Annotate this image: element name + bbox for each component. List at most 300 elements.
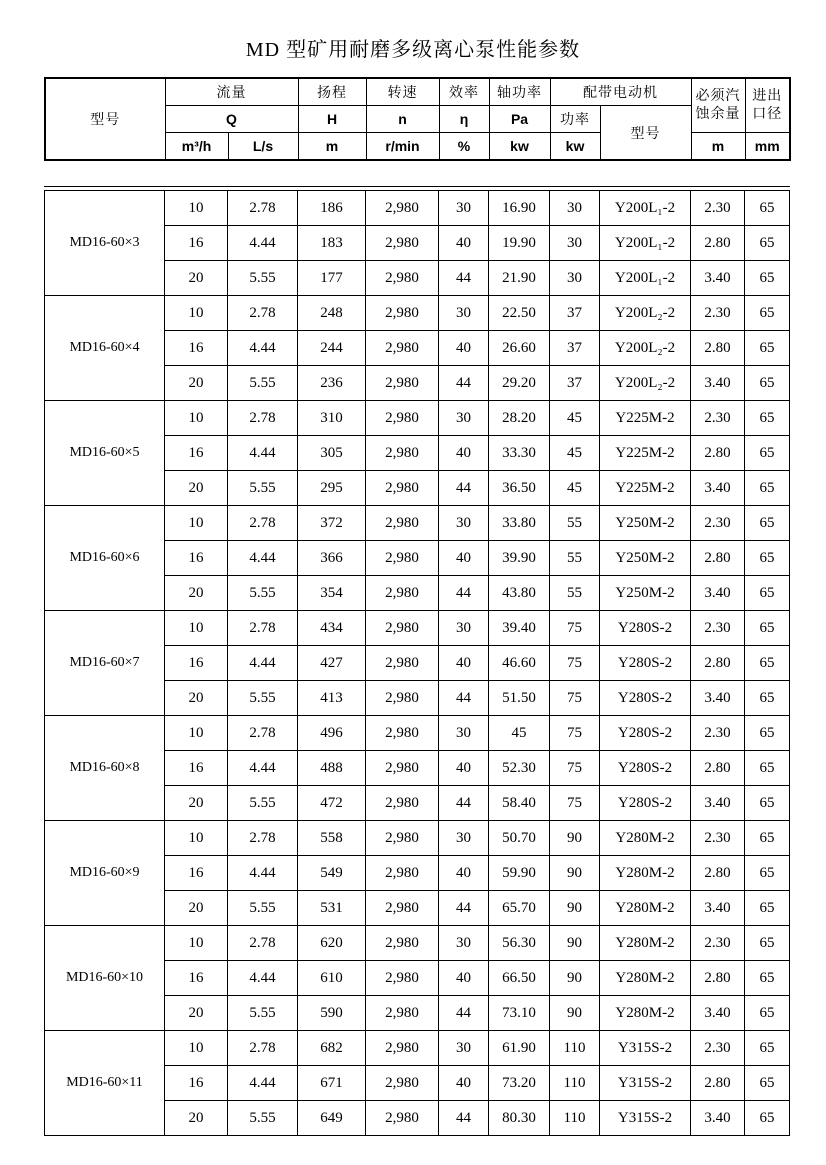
data-cell: 2,980 xyxy=(366,786,439,821)
data-table-wrapper xyxy=(44,186,790,1136)
data-cell: 90 xyxy=(550,996,600,1031)
data-cell: 65 xyxy=(745,611,790,646)
data-cell: 3.40 xyxy=(691,471,745,506)
port-unit: mm xyxy=(745,133,790,161)
data-cell: 65 xyxy=(745,541,790,576)
data-cell: 434 xyxy=(298,611,366,646)
data-cell: 2.30 xyxy=(691,506,745,541)
data-cell: 310 xyxy=(298,401,366,436)
data-cell: Y200L₁-2 xyxy=(600,226,691,261)
data-cell: 2,980 xyxy=(366,926,439,961)
data-cell: Y315S-2 xyxy=(600,1031,691,1066)
data-cell: 65 xyxy=(745,786,790,821)
data-cell: Y280S-2 xyxy=(600,611,691,646)
data-cell: 5.55 xyxy=(228,366,298,401)
data-cell: 3.40 xyxy=(691,366,745,401)
data-cell: 2.78 xyxy=(228,401,298,436)
data-cell: 2.78 xyxy=(228,1031,298,1066)
data-cell: 2,980 xyxy=(366,1066,439,1101)
data-cell: 2,980 xyxy=(366,751,439,786)
speed-unit: r/min xyxy=(366,133,439,161)
data-cell: 4.44 xyxy=(228,646,298,681)
pump-model-cell: MD16-60×6 xyxy=(45,506,165,611)
data-cell: 65 xyxy=(745,331,790,366)
data-cell: 3.40 xyxy=(691,996,745,1031)
col-header-port xyxy=(745,78,790,133)
data-cell: 28.20 xyxy=(489,401,550,436)
data-cell: 2.80 xyxy=(691,226,745,261)
data-cell: 4.44 xyxy=(228,1066,298,1101)
data-cell: 44 xyxy=(439,471,489,506)
data-cell: 2.80 xyxy=(691,751,745,786)
pump-model-cell: MD16-60×3 xyxy=(45,191,165,296)
data-cell: 65 xyxy=(745,821,790,856)
data-cell: 56.30 xyxy=(489,926,550,961)
data-cell: 44 xyxy=(439,891,489,926)
data-cell: 2,980 xyxy=(366,261,439,296)
data-cell: 90 xyxy=(550,926,600,961)
data-cell: 5.55 xyxy=(228,471,298,506)
data-cell: 90 xyxy=(550,821,600,856)
flow-unit-ls: L/s xyxy=(228,133,298,161)
data-cell: 16.90 xyxy=(489,191,550,226)
data-cell: 10 xyxy=(165,506,228,541)
data-cell: 46.60 xyxy=(489,646,550,681)
port-label-line1: 进出 xyxy=(752,88,783,104)
table-row xyxy=(45,821,790,856)
data-cell: 472 xyxy=(298,786,366,821)
data-cell: 2.80 xyxy=(691,646,745,681)
data-cell: 2.80 xyxy=(691,541,745,576)
data-cell: 2.78 xyxy=(228,821,298,856)
data-cell: Y200L₁-2 xyxy=(600,191,691,226)
data-cell: 30 xyxy=(439,191,489,226)
data-cell: 65 xyxy=(745,856,790,891)
data-cell: 610 xyxy=(298,961,366,996)
data-cell: 39.40 xyxy=(489,611,550,646)
data-cell: 682 xyxy=(298,1031,366,1066)
data-cell: 2,980 xyxy=(366,996,439,1031)
data-cell: 5.55 xyxy=(228,786,298,821)
data-cell: Y280M-2 xyxy=(600,961,691,996)
data-cell: 649 xyxy=(298,1101,366,1136)
pump-model-cell: MD16-60×10 xyxy=(45,926,165,1031)
data-cell: Y250M-2 xyxy=(600,541,691,576)
data-cell: Y200L₂-2 xyxy=(600,296,691,331)
data-cell: 22.50 xyxy=(489,296,550,331)
data-cell: 40 xyxy=(439,961,489,996)
data-cell: 2,980 xyxy=(366,646,439,681)
data-cell: 3.40 xyxy=(691,261,745,296)
data-cell: 55 xyxy=(550,576,600,611)
data-cell: 110 xyxy=(550,1101,600,1136)
data-cell: 10 xyxy=(165,296,228,331)
data-cell: Y280M-2 xyxy=(600,856,691,891)
data-cell: 30 xyxy=(550,261,600,296)
data-cell: 43.80 xyxy=(489,576,550,611)
data-cell: 55 xyxy=(550,506,600,541)
data-cell: 65 xyxy=(745,506,790,541)
data-cell: Y280S-2 xyxy=(600,751,691,786)
data-cell: 10 xyxy=(165,1031,228,1066)
data-cell: Y200L₂-2 xyxy=(600,366,691,401)
data-cell: Y315S-2 xyxy=(600,1101,691,1136)
data-cell: 2,980 xyxy=(366,401,439,436)
data-cell: 20 xyxy=(165,261,228,296)
data-cell: 30 xyxy=(439,926,489,961)
data-cell: 4.44 xyxy=(228,436,298,471)
data-cell: 2.30 xyxy=(691,611,745,646)
data-cell: 2.30 xyxy=(691,821,745,856)
data-cell: 65 xyxy=(745,191,790,226)
data-cell: 30 xyxy=(439,296,489,331)
data-cell: 2.30 xyxy=(691,191,745,226)
data-cell: 75 xyxy=(550,646,600,681)
data-cell: 16 xyxy=(165,226,228,261)
data-cell: 65 xyxy=(745,436,790,471)
data-cell: 21.90 xyxy=(489,261,550,296)
data-cell: 30 xyxy=(439,1031,489,1066)
data-cell: 5.55 xyxy=(228,576,298,611)
data-cell: 37 xyxy=(550,331,600,366)
data-cell: 2,980 xyxy=(366,226,439,261)
data-cell: 44 xyxy=(439,366,489,401)
pump-model-cell: MD16-60×9 xyxy=(45,821,165,926)
data-cell: 4.44 xyxy=(228,541,298,576)
data-cell: 590 xyxy=(298,996,366,1031)
data-cell: 2,980 xyxy=(366,1101,439,1136)
data-cell: 20 xyxy=(165,996,228,1031)
data-cell: 4.44 xyxy=(228,961,298,996)
data-cell: 80.30 xyxy=(489,1101,550,1136)
data-cell: 65 xyxy=(745,1101,790,1136)
data-cell: 19.90 xyxy=(489,226,550,261)
data-cell: 66.50 xyxy=(489,961,550,996)
data-cell: 4.44 xyxy=(228,331,298,366)
data-cell: 33.80 xyxy=(489,506,550,541)
data-cell: 2,980 xyxy=(366,366,439,401)
data-cell: 366 xyxy=(298,541,366,576)
data-cell: 427 xyxy=(298,646,366,681)
col-header-npsh xyxy=(691,78,745,133)
pump-model-cell: MD16-60×5 xyxy=(45,401,165,506)
data-cell: 65 xyxy=(745,401,790,436)
data-cell: 10 xyxy=(165,821,228,856)
port-label-line2: 口径 xyxy=(752,106,783,122)
data-cell: 65 xyxy=(745,961,790,996)
data-cell: 30 xyxy=(439,611,489,646)
table-row xyxy=(45,296,790,331)
data-cell: 50.70 xyxy=(489,821,550,856)
data-cell: 65 xyxy=(745,681,790,716)
data-cell: 20 xyxy=(165,1101,228,1136)
data-cell: 16 xyxy=(165,436,228,471)
data-cell: 4.44 xyxy=(228,751,298,786)
data-cell: 40 xyxy=(439,541,489,576)
data-cell: 2.30 xyxy=(691,296,745,331)
data-cell: 2,980 xyxy=(366,891,439,926)
data-cell: 2,980 xyxy=(366,191,439,226)
data-cell: 2.80 xyxy=(691,856,745,891)
data-cell: 2.78 xyxy=(228,191,298,226)
flow-symbol: Q xyxy=(165,106,298,133)
pump-model-cell: MD16-60×4 xyxy=(45,296,165,401)
data-cell: 20 xyxy=(165,786,228,821)
npsh-label-line2: 蚀余量 xyxy=(695,106,741,122)
data-cell: 73.20 xyxy=(489,1066,550,1101)
data-cell: 30 xyxy=(550,226,600,261)
data-cell: 65 xyxy=(745,926,790,961)
data-cell: 4.44 xyxy=(228,856,298,891)
data-cell: 2,980 xyxy=(366,961,439,996)
data-cell: 2.78 xyxy=(228,611,298,646)
data-cell: 248 xyxy=(298,296,366,331)
data-cell: 37 xyxy=(550,296,600,331)
data-cell: 44 xyxy=(439,261,489,296)
data-cell: 16 xyxy=(165,751,228,786)
data-cell: 40 xyxy=(439,436,489,471)
col-header-speed: 转速 xyxy=(366,78,439,106)
data-cell: 16 xyxy=(165,961,228,996)
data-cell: 30 xyxy=(439,401,489,436)
data-cell: 45 xyxy=(550,471,600,506)
data-cell: 65 xyxy=(745,1031,790,1066)
data-cell: 2,980 xyxy=(366,296,439,331)
data-cell: 16 xyxy=(165,856,228,891)
data-cell: 16 xyxy=(165,331,228,366)
efficiency-unit: % xyxy=(439,133,489,161)
data-cell: 16 xyxy=(165,646,228,681)
data-cell: Y200L₁-2 xyxy=(600,261,691,296)
data-cell: Y280S-2 xyxy=(600,716,691,751)
data-cell: 59.90 xyxy=(489,856,550,891)
data-cell: 20 xyxy=(165,366,228,401)
data-cell: 16 xyxy=(165,1066,228,1101)
data-cell: 2,980 xyxy=(366,541,439,576)
data-cell: 2.78 xyxy=(228,926,298,961)
data-cell: 3.40 xyxy=(691,576,745,611)
data-cell: 52.30 xyxy=(489,751,550,786)
data-cell: 65 xyxy=(745,296,790,331)
data-cell: 44 xyxy=(439,1101,489,1136)
data-cell: 40 xyxy=(439,646,489,681)
data-cell: 37 xyxy=(550,366,600,401)
data-cell: Y200L₂-2 xyxy=(600,331,691,366)
data-cell: 4.44 xyxy=(228,226,298,261)
shaft-power-unit: kw xyxy=(489,133,550,161)
speed-symbol: n xyxy=(366,106,439,133)
data-cell: 2,980 xyxy=(366,1031,439,1066)
data-cell: 2.30 xyxy=(691,926,745,961)
data-cell: Y280M-2 xyxy=(600,996,691,1031)
flow-unit-m3h: m³/h xyxy=(165,133,228,161)
data-cell: 61.90 xyxy=(489,1031,550,1066)
data-cell: 65 xyxy=(745,366,790,401)
data-cell: 5.55 xyxy=(228,891,298,926)
table-row xyxy=(45,716,790,751)
col-header-model: 型号 xyxy=(45,78,165,160)
data-cell: 2.78 xyxy=(228,296,298,331)
data-cell: 305 xyxy=(298,436,366,471)
motor-power-unit: kw xyxy=(550,133,600,161)
table-row xyxy=(45,611,790,646)
shaft-power-symbol: Pa xyxy=(489,106,550,133)
data-cell: 65 xyxy=(745,891,790,926)
data-cell: 90 xyxy=(550,891,600,926)
data-cell: Y225M-2 xyxy=(600,401,691,436)
pump-model-cell: MD16-60×7 xyxy=(45,611,165,716)
data-cell: 2.80 xyxy=(691,961,745,996)
data-cell: 40 xyxy=(439,331,489,366)
data-cell: 65 xyxy=(745,1066,790,1101)
data-cell: 3.40 xyxy=(691,786,745,821)
data-cell: 58.40 xyxy=(489,786,550,821)
data-cell: Y280S-2 xyxy=(600,646,691,681)
motor-power-label: 功率 xyxy=(550,106,600,133)
data-cell: Y280S-2 xyxy=(600,786,691,821)
data-cell: 73.10 xyxy=(489,996,550,1031)
data-cell: 20 xyxy=(165,891,228,926)
data-cell: 40 xyxy=(439,751,489,786)
data-cell: 372 xyxy=(298,506,366,541)
data-cell: 65 xyxy=(745,261,790,296)
data-cell: 44 xyxy=(439,576,489,611)
data-cell: 2,980 xyxy=(366,856,439,891)
data-cell: 10 xyxy=(165,926,228,961)
data-cell: 10 xyxy=(165,191,228,226)
data-cell: 2,980 xyxy=(366,506,439,541)
data-cell: 90 xyxy=(550,856,600,891)
data-cell: 2.78 xyxy=(228,716,298,751)
data-cell: 75 xyxy=(550,786,600,821)
data-cell: 65 xyxy=(745,996,790,1031)
data-cell: Y315S-2 xyxy=(600,1066,691,1101)
data-cell: 40 xyxy=(439,856,489,891)
efficiency-symbol: η xyxy=(439,106,489,133)
data-cell: 2.30 xyxy=(691,716,745,751)
data-cell: 620 xyxy=(298,926,366,961)
data-cell: 177 xyxy=(298,261,366,296)
data-cell: Y280M-2 xyxy=(600,926,691,961)
data-cell: Y250M-2 xyxy=(600,506,691,541)
data-table xyxy=(44,190,790,1136)
data-cell: 44 xyxy=(439,786,489,821)
data-cell: 45 xyxy=(550,436,600,471)
data-cell: Y280S-2 xyxy=(600,681,691,716)
data-cell: 2.30 xyxy=(691,401,745,436)
data-cell: 65 xyxy=(745,226,790,261)
data-cell: 110 xyxy=(550,1066,600,1101)
data-cell: 10 xyxy=(165,401,228,436)
col-header-head: 扬程 xyxy=(298,78,366,106)
header-row-1 xyxy=(45,78,790,106)
data-cell: 5.55 xyxy=(228,996,298,1031)
data-cell: 33.30 xyxy=(489,436,550,471)
data-cell: 671 xyxy=(298,1066,366,1101)
table-row xyxy=(45,1031,790,1066)
table-row xyxy=(45,506,790,541)
data-cell: 2,980 xyxy=(366,331,439,366)
data-cell: 244 xyxy=(298,331,366,366)
data-cell: 2,980 xyxy=(366,471,439,506)
data-cell: 2,980 xyxy=(366,821,439,856)
page-title: MD 型矿用耐磨多级离心泵性能参数 xyxy=(245,39,581,61)
data-cell: 531 xyxy=(298,891,366,926)
data-cell: 30 xyxy=(439,821,489,856)
data-cell: 20 xyxy=(165,681,228,716)
data-cell: 30 xyxy=(439,716,489,751)
data-cell: 10 xyxy=(165,611,228,646)
data-cell: 3.40 xyxy=(691,891,745,926)
data-cell: 55 xyxy=(550,541,600,576)
data-cell: 2.80 xyxy=(691,331,745,366)
data-cell: 5.55 xyxy=(228,1101,298,1136)
header-table xyxy=(44,77,791,161)
data-cell: 2,980 xyxy=(366,611,439,646)
npsh-unit: m xyxy=(691,133,745,161)
col-header-efficiency: 效率 xyxy=(439,78,489,106)
data-cell: 65 xyxy=(745,751,790,786)
data-cell: 3.40 xyxy=(691,681,745,716)
data-cell: Y225M-2 xyxy=(600,471,691,506)
pump-model-cell: MD16-60×8 xyxy=(45,716,165,821)
data-cell: 26.60 xyxy=(489,331,550,366)
data-cell: 65 xyxy=(745,716,790,751)
data-cell: 3.40 xyxy=(691,1101,745,1136)
data-cell: 65 xyxy=(745,471,790,506)
data-cell: 488 xyxy=(298,751,366,786)
head-symbol: H xyxy=(298,106,366,133)
data-cell: 5.55 xyxy=(228,681,298,716)
data-cell: 2.78 xyxy=(228,506,298,541)
data-cell: 44 xyxy=(439,681,489,716)
data-cell: 30 xyxy=(550,191,600,226)
table-row xyxy=(45,401,790,436)
data-cell: 2,980 xyxy=(366,716,439,751)
data-cell: 295 xyxy=(298,471,366,506)
data-cell: 40 xyxy=(439,1066,489,1101)
data-cell: 30 xyxy=(439,506,489,541)
data-cell: 65 xyxy=(745,576,790,611)
data-cell: 16 xyxy=(165,541,228,576)
data-cell: 39.90 xyxy=(489,541,550,576)
data-cell: 75 xyxy=(550,716,600,751)
data-cell: 186 xyxy=(298,191,366,226)
data-cell: 10 xyxy=(165,716,228,751)
data-cell: 45 xyxy=(550,401,600,436)
data-cell: 65.70 xyxy=(489,891,550,926)
data-cell: 40 xyxy=(439,226,489,261)
data-table-body xyxy=(45,191,790,1136)
data-cell: 2.80 xyxy=(691,1066,745,1101)
table-row xyxy=(45,926,790,961)
data-cell: 45 xyxy=(489,716,550,751)
data-cell: 558 xyxy=(298,821,366,856)
data-cell: 65 xyxy=(745,646,790,681)
data-cell: 36.50 xyxy=(489,471,550,506)
data-cell: 20 xyxy=(165,471,228,506)
data-cell: Y250M-2 xyxy=(600,576,691,611)
data-cell: 29.20 xyxy=(489,366,550,401)
data-cell: 75 xyxy=(550,611,600,646)
head-unit: m xyxy=(298,133,366,161)
data-cell: 2.30 xyxy=(691,1031,745,1066)
data-cell: 236 xyxy=(298,366,366,401)
data-cell: 2,980 xyxy=(366,436,439,471)
data-cell: 2.80 xyxy=(691,436,745,471)
data-cell: 183 xyxy=(298,226,366,261)
col-header-motor: 配带电动机 xyxy=(550,78,691,106)
